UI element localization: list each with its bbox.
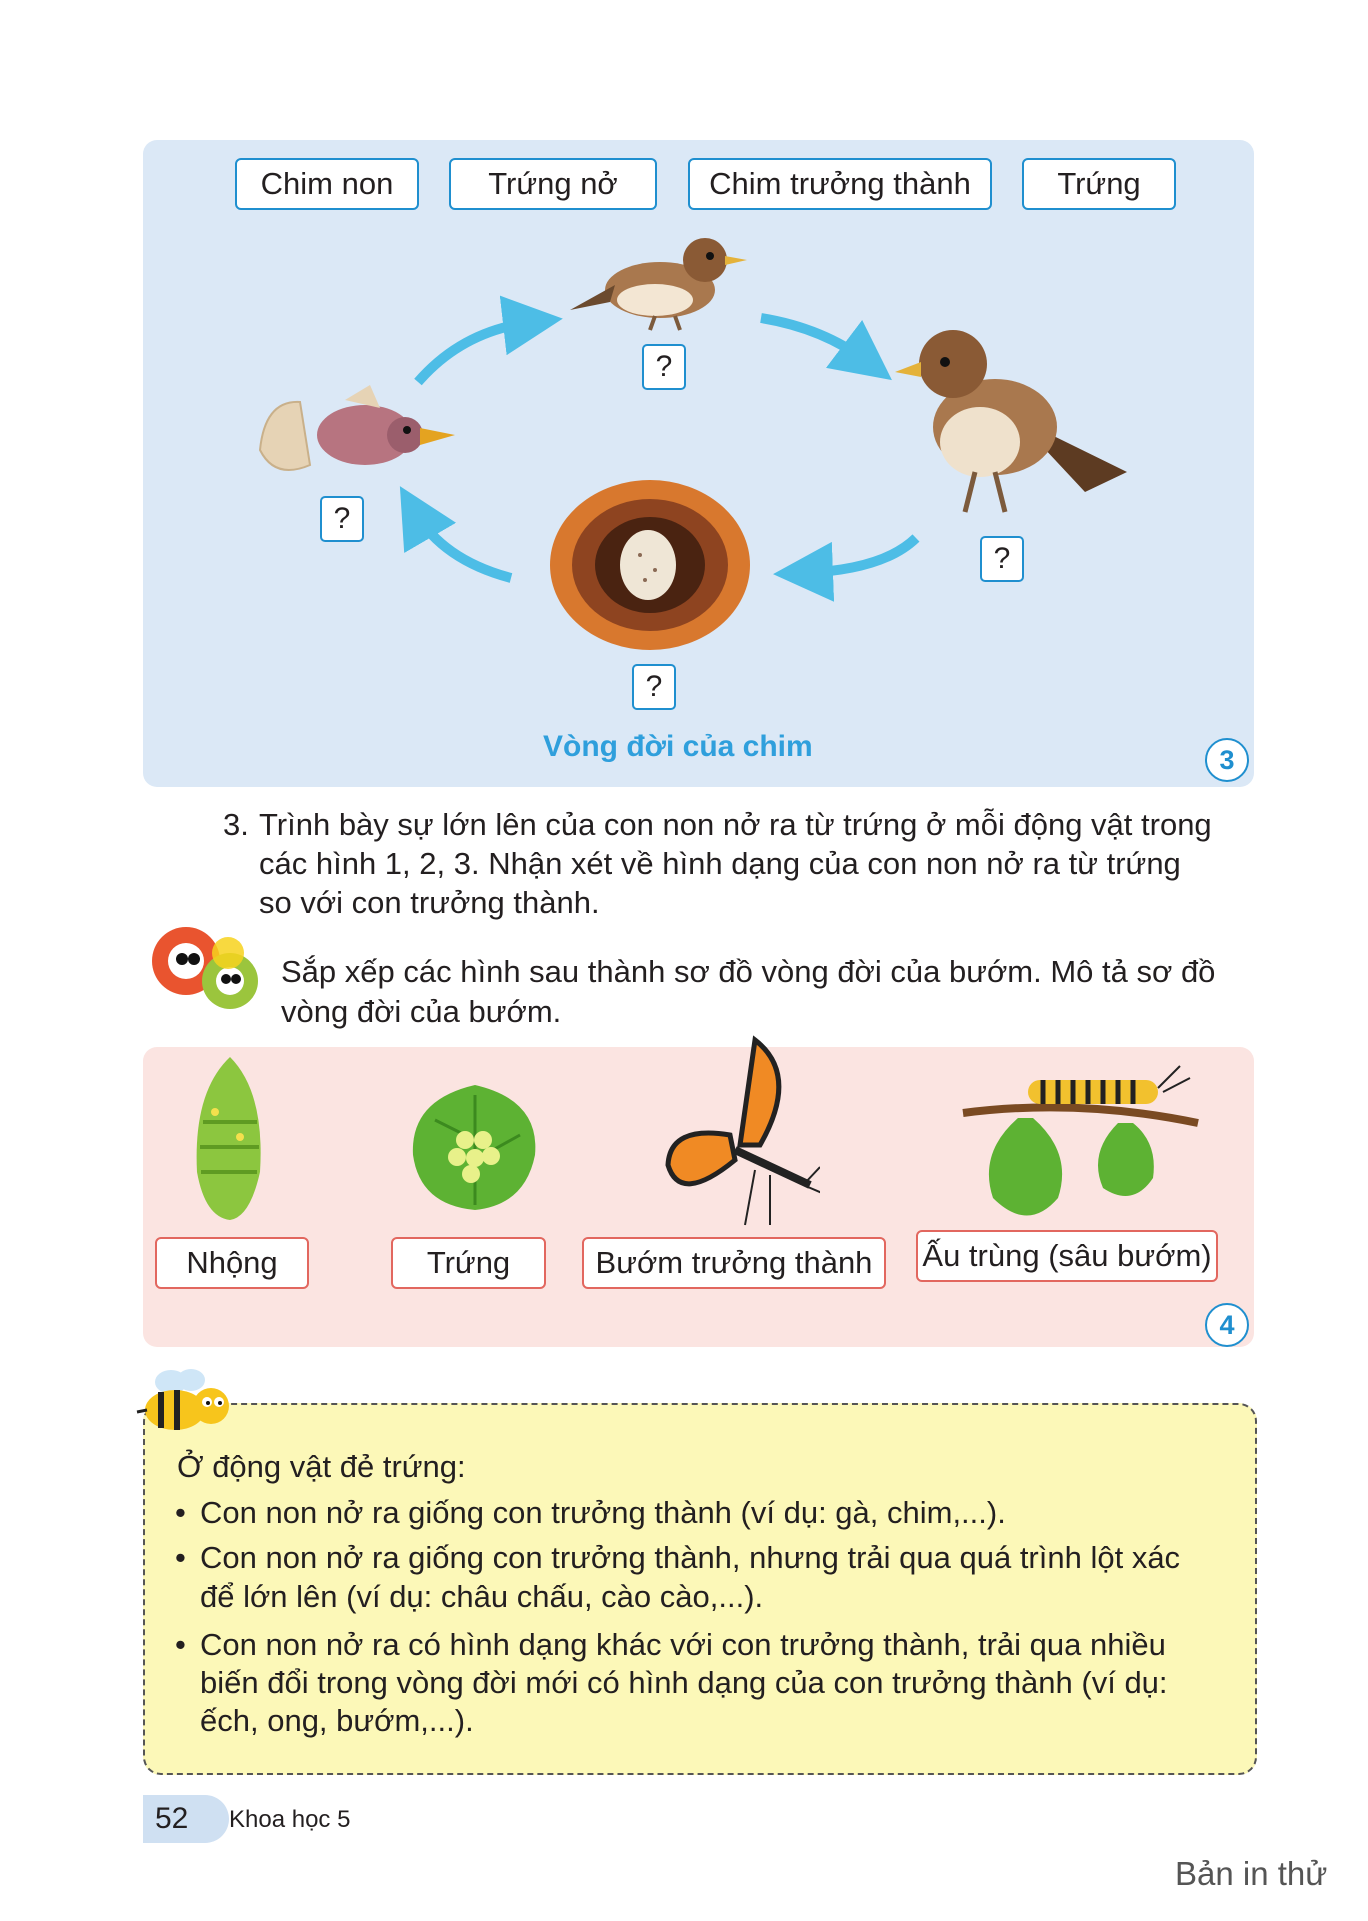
note-title: Ở động vật đẻ trứng: — [177, 1449, 466, 1484]
book-title: Khoa học 5 — [229, 1806, 351, 1833]
caterpillar-image — [958, 1058, 1203, 1233]
figure-number-3: 3 — [1205, 738, 1249, 782]
pupa-image — [185, 1052, 275, 1222]
note-bullet-1-symbol: • — [175, 1495, 186, 1530]
butterfly-image — [660, 1035, 820, 1230]
note-bullet-3-symbol: • — [175, 1627, 186, 1662]
nest-with-egg-image — [545, 465, 755, 655]
figure-number-4: 4 — [1205, 1303, 1249, 1347]
note-bullet-3-line-2: biến đổi trong vòng đời mới có hình dạng của con trưởng thành (ví dụ: — [200, 1665, 1168, 1700]
arrow-top-left — [418, 322, 533, 382]
question-box-young-bird[interactable]: ? — [642, 344, 686, 390]
label-trung-buom: Trứng — [391, 1237, 546, 1289]
label-chim-non: Chim non — [235, 158, 419, 210]
label-au-trung: Ấu trùng (sâu bướm) — [916, 1230, 1218, 1282]
note-bullet-2-symbol: • — [175, 1540, 186, 1575]
question-line-1: Trình bày sự lớn lên của con non nở ra từ trứng ở mỗi động vật trong — [259, 807, 1212, 842]
note-bullet-1-line-1: Con non nở ra giống con trưởng thành (ví dụ: gà, chim,...). — [200, 1495, 1006, 1530]
gears-icon — [148, 923, 266, 1013]
eggs-on-leaf-image — [405, 1080, 545, 1215]
question-line-3: so với con trưởng thành. — [259, 885, 600, 920]
arrow-bottom-right — [803, 538, 916, 573]
label-buom-truong-thanh: Bướm trưởng thành — [582, 1237, 886, 1289]
arrow-bottom-left — [415, 512, 511, 578]
hatchling-image — [255, 380, 460, 485]
question-box-egg[interactable]: ? — [632, 664, 676, 710]
page-number: 52 — [143, 1795, 229, 1843]
label-trung: Trứng — [1022, 158, 1176, 210]
young-bird-image — [565, 230, 750, 335]
activity-line-2: vòng đời của bướm. — [281, 994, 562, 1029]
question-box-adult-bird[interactable]: ? — [980, 536, 1024, 582]
note-bullet-2-line-1: Con non nở ra giống con trưởng thành, nhưng trải qua quá trình lột xác — [200, 1540, 1181, 1575]
note-bullet-3-line-1: Con non nở ra có hình dạng khác với con trưởng thành, trải qua nhiều — [200, 1627, 1166, 1662]
bird-figure-caption: Vòng đời của chim — [543, 730, 813, 763]
draft-label: Bản in thử — [1175, 1855, 1328, 1892]
note-bullet-2-line-2: để lớn lên (ví dụ: châu chấu, cào cào,...). — [200, 1579, 764, 1614]
activity-line-1: Sắp xếp các hình sau thành sơ đồ vòng đời của bướm. Mô tả sơ đồ — [281, 954, 1216, 989]
bee-icon — [133, 1362, 238, 1442]
label-trung-no: Trứng nở — [449, 158, 657, 210]
adult-bird-image — [895, 322, 1135, 527]
arrow-top-right — [761, 318, 868, 362]
question-number: 3. — [223, 807, 249, 842]
question-box-hatchling[interactable]: ? — [320, 496, 364, 542]
label-nhong: Nhộng — [155, 1237, 309, 1289]
label-chim-truong-thanh: Chim trưởng thành — [688, 158, 992, 210]
question-line-2: các hình 1, 2, 3. Nhận xét về hình dạng của con non nở ra từ trứng — [259, 846, 1181, 881]
note-bullet-3-line-3: ếch, ong, bướm,...). — [200, 1703, 474, 1738]
